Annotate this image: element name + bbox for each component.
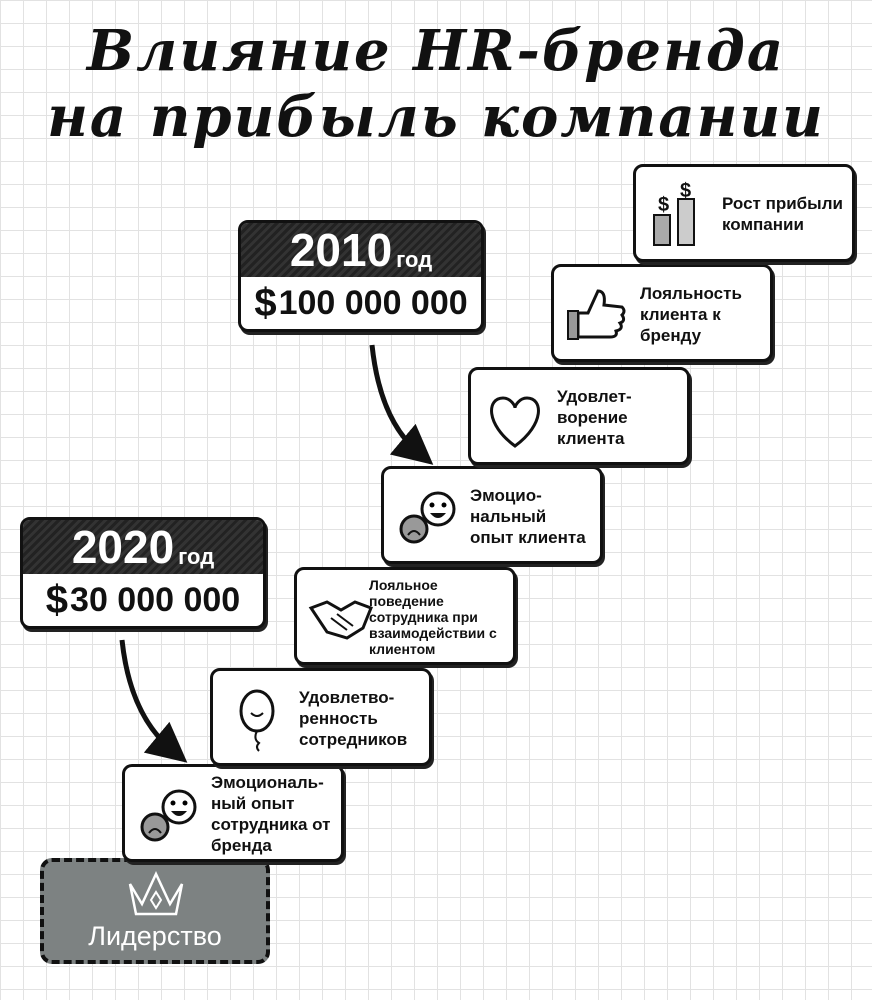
year: 2010 xyxy=(289,224,393,276)
step-label: Лояльность клиента к бренду xyxy=(640,283,742,345)
step-box xyxy=(122,764,344,862)
profit-amount: 30 000 000 xyxy=(70,580,241,619)
title-line-2: на прибыль компании xyxy=(47,84,825,150)
handshake-icon xyxy=(307,588,375,650)
year-box-2020 xyxy=(20,517,266,629)
step-label: Эмоциональ-ный опыт сотрудника от бренда xyxy=(211,773,331,855)
step-label: Рост прибыли компании xyxy=(722,194,843,234)
thumbs-up-icon xyxy=(564,285,632,347)
step-label: Удовлетво-ренность сотредников xyxy=(299,687,408,749)
profit-chart-icon xyxy=(646,180,714,247)
year-unit: год xyxy=(178,544,215,569)
step-box xyxy=(381,466,603,564)
step-box xyxy=(633,164,855,262)
step-label: Удовлет-ворение клиента xyxy=(557,386,632,448)
smileys-icon xyxy=(135,785,203,847)
year-box-2010 xyxy=(238,220,484,332)
step-box xyxy=(294,567,516,665)
crown-icon xyxy=(124,870,188,920)
svg-text:$: $ xyxy=(658,194,670,216)
step-box xyxy=(551,264,773,362)
step-label: Эмоцио-нальный опыт клиента xyxy=(470,485,586,547)
dollar-icon: $ xyxy=(45,577,69,622)
step-label: Лояльное поведение сотрудника при взаимодействии с клиентом xyxy=(369,577,497,657)
smileys-icon xyxy=(394,487,462,549)
arrow-2020 xyxy=(122,640,172,750)
title-line-1: Влияние HR-бренда xyxy=(86,18,786,84)
step-box xyxy=(468,367,690,465)
year: 2020 xyxy=(71,521,175,573)
svg-text:$: $ xyxy=(680,180,692,202)
dollar-icon: $ xyxy=(254,280,277,325)
profit-amount: 100 000 000 xyxy=(278,283,468,322)
heart-icon xyxy=(481,388,549,450)
leadership-label: Лидерство xyxy=(88,921,222,951)
year-unit: год xyxy=(396,247,433,272)
leadership-box xyxy=(40,858,270,964)
balloon-icon xyxy=(223,689,291,751)
step-box xyxy=(210,668,432,766)
arrow-2010 xyxy=(372,345,418,452)
